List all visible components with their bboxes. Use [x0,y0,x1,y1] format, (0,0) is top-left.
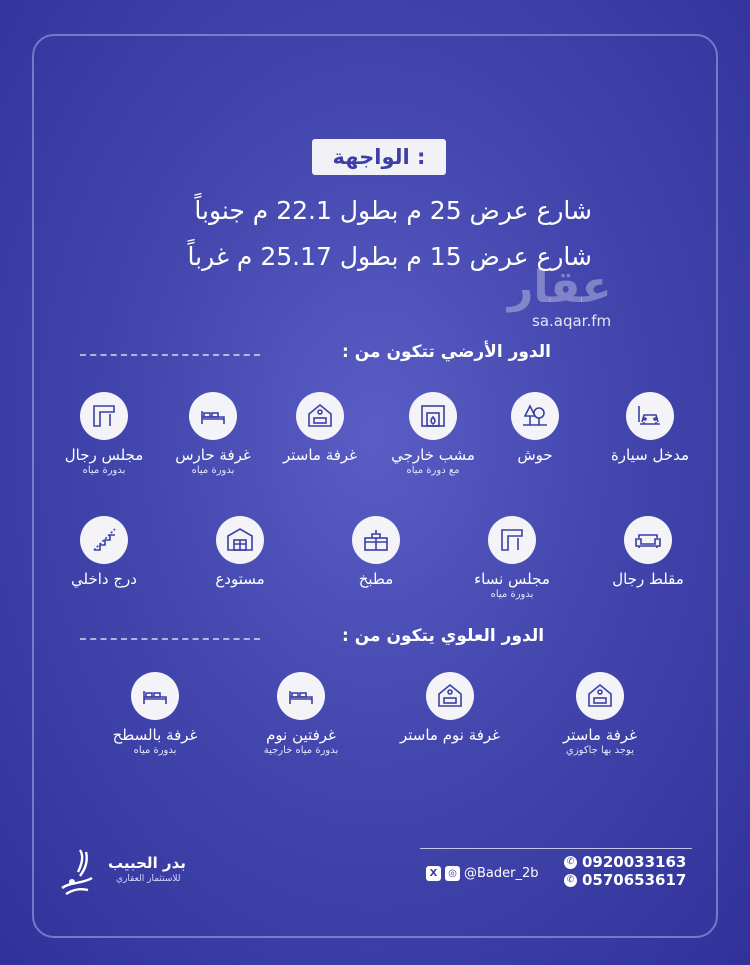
phone-icon: ✆ [564,856,577,869]
calligraphy-logo-icon [56,848,104,896]
ground-floor-title: الدور الأرضي تتكون من : [342,342,551,362]
phone-number: 0570653617 [582,871,687,889]
facade-title: الواجهة : [312,139,446,175]
majlis-layout-icon [88,400,120,432]
feature-internal-stairs [44,516,164,588]
master-bedroom-icon [304,400,336,432]
feature-guard-room [153,392,273,476]
phone-icon: ✆ [564,874,577,887]
feature-label: غرفتين نوم [266,726,336,744]
divider [80,354,260,356]
x-icon[interactable]: X [426,866,441,881]
sofa-icon [632,524,664,556]
feature-note: بدورة مياه خارجية [263,745,339,756]
watermark-url: sa.aqar.fm [532,312,612,330]
ground-floor-heading [80,342,680,366]
feature-men-dining [588,516,708,588]
bed-icon [285,680,317,712]
feature-yard [475,392,595,464]
stairs-icon [88,524,120,556]
car-entrance-icon [634,400,666,432]
feature-label: غرفة نوم ماستر [399,726,501,744]
footer-divider [420,848,692,849]
feature-note: بدورة مياه [133,745,177,756]
master-bedroom-icon [584,680,616,712]
street-line-1: شارع عرض 25 م بطول 22.1 م جنوباً [194,196,592,225]
feature-master-room [260,392,380,464]
fireplace-icon [417,400,449,432]
feature-storage [180,516,300,588]
feature-label: مطبخ [358,570,394,588]
feature-outdoor-fireplace [373,392,493,476]
feature-two-bedrooms [241,672,361,756]
phone-2[interactable] [564,871,686,889]
feature-note: بدورة مياه [191,465,235,476]
feature-label: مجلس نساء [474,570,550,588]
feature-master-room-jacuzzi [540,672,660,756]
feature-label: درج داخلي [71,570,137,588]
master-bedroom-icon [434,680,466,712]
feature-label: مقلط رجال [612,570,684,588]
feature-car-entrance [590,392,710,464]
bed-icon [139,680,171,712]
feature-label: مشب خارجي [391,446,475,464]
watermark-logo: عقار [508,262,612,313]
kitchen-icon [360,524,392,556]
feature-note: يوجد بها جاكوزي [566,745,634,756]
divider [80,638,260,640]
feature-label: حوش [517,446,553,464]
yard-trees-icon [519,400,551,432]
feature-master-bedroom [390,672,510,744]
brand-name: بدر الحبيب [108,854,186,872]
feature-label: غرفة ماستر [562,726,638,744]
phone-1[interactable] [564,853,686,871]
instagram-icon[interactable]: ◎ [445,866,460,881]
upper-floor-title: الدور العلوي يتكون من : [342,626,545,646]
feature-roof-room [95,672,215,756]
bed-icon [197,400,229,432]
feature-kitchen [316,516,436,588]
feature-women-majlis [452,516,572,600]
feature-men-majlis [44,392,164,476]
feature-note: مع دورة مياه [406,465,460,476]
brand-logo [56,848,206,898]
phone-number: 0920033163 [582,853,687,871]
feature-label: غرفة حارس [175,446,251,464]
warehouse-icon [224,524,256,556]
feature-note: بدورة مياه [490,589,534,600]
majlis-layout-icon [496,524,528,556]
brand-tagline: للاستثمار العقاري [116,874,181,884]
feature-label: مدخل سيارة [610,446,690,464]
feature-label: مجلس رجال [64,446,144,464]
street-line-2: شارع عرض 15 م بطول 25.17 م غرباً [187,242,592,271]
feature-note: بدورة مياه [82,465,126,476]
handle-text: @Bader_2b [464,866,539,881]
feature-label: مستودع [215,570,265,588]
social-handle[interactable] [426,866,539,881]
upper-floor-heading [80,626,680,650]
feature-label: غرفة بالسطح [112,726,198,744]
feature-label: غرفة ماستر [282,446,358,464]
